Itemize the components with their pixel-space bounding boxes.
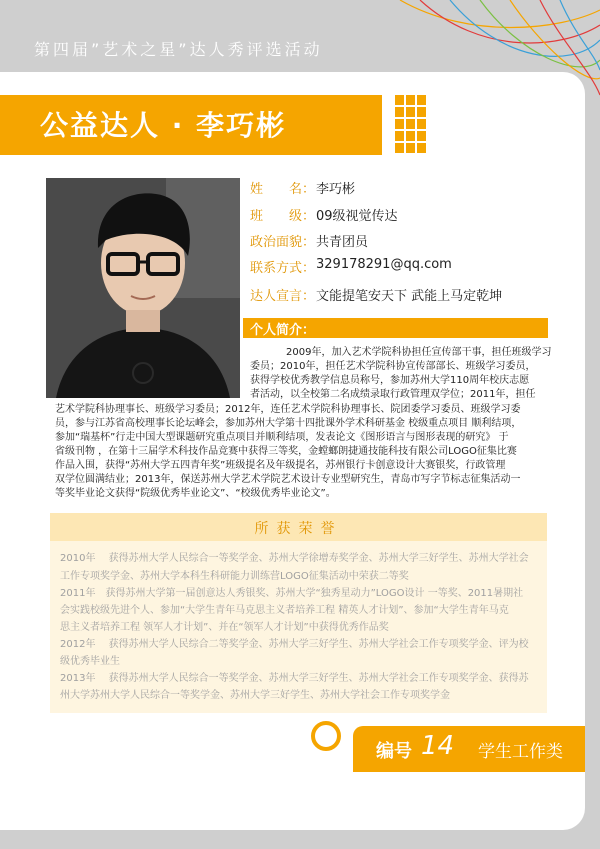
number-value: 14 xyxy=(421,731,455,761)
info-value: 共青团员 xyxy=(316,235,369,250)
bio-line: 参加“瑞基杯”行走中国大型课题研究重点项目并顺利结项，发表论文《图形语言与图形表现的研究》 于 xyxy=(55,432,509,443)
bio-line: 双学位圆满结业；2013年，保送苏州大学艺术学院艺术设计专业型研究生，青岛市写字节标志征集活动一 xyxy=(55,474,521,485)
bio-line: 者活动，以全校第二名成绩录取行政管理双学位；2011年，担任 xyxy=(250,389,536,400)
bio-line: 委员；2010年，担任艺术学院科协宣传部部长、班级学习委员， xyxy=(250,361,536,372)
info-label: 班 级： xyxy=(250,209,316,224)
award-line: 级优秀毕业生 xyxy=(60,656,120,667)
award-line: 2010年 获得苏州大学人民综合一等奖学金、苏州大学徐增寿奖学金、苏州大学三好学生、苏州大学社会 xyxy=(60,553,529,564)
award-line: 州大学苏州大学人民综合一等奖学金、苏州大学三好学生、苏州大学社会工作专项奖学金 xyxy=(60,690,450,701)
awards-title: 所获荣誉 xyxy=(254,521,343,537)
name-title: 公益达人 · 李巧彬 xyxy=(40,109,287,142)
info-value: 李巧彬 xyxy=(316,182,356,197)
bio-line: 省级刊物 ，在第十三届学术科技作品竞赛中获得三等奖，金螳螂朗捷通技能科技有限公司LOGO征集比赛 xyxy=(55,446,517,457)
bio-line: 2009年，加入艺术学院科协担任宣传部干事，担任班级学习 xyxy=(286,347,552,358)
info-value: 329178291@qq.com xyxy=(316,257,452,272)
award-line: 2012年 获得苏州大学人民综合二等奖学金、苏州大学三好学生、苏州大学社会工作专项奖学金、评为校 xyxy=(60,639,529,650)
award-line: 思主义者培养工程 领军人才计划”、并在“领军人才计划”中获得优秀作品奖 xyxy=(60,622,389,633)
award-line: 工作专项奖学金、苏州大学本科生科研能力训练营LOGO征集活动中荣获二等奖 xyxy=(60,571,409,582)
award-line: 2013年 获得苏州大学人民综合一等奖学金、苏州大学三好学生、苏州大学社会工作专项奖学金、获得苏 xyxy=(60,673,529,684)
award-line: 2011年 获得苏州大学第一届创意达人秀银奖、苏州大学“独秀星动力”LOGO设计 一等奖、2011暑期社 xyxy=(60,588,524,599)
category-label: 学生工作类 xyxy=(478,742,563,762)
bio-line: 等奖毕业论文获得“院级优秀毕业论文”、“校级优秀毕业论文”。 xyxy=(55,488,336,499)
bio-title: 个人简介： xyxy=(250,323,316,338)
info-label: 姓 名： xyxy=(250,182,316,197)
ring-icon xyxy=(311,721,341,751)
bio-line: 作品入围，获得“苏州大学五四青年奖”班级提名及年级提名，苏州银行卡创意设计大赛银奖，行政管理 xyxy=(55,460,506,471)
portrait-illustration xyxy=(46,178,240,398)
portrait-photo xyxy=(46,178,240,398)
event-title: 第四届”艺术之星”达人秀评选活动 xyxy=(34,40,323,59)
bio-line: 获得学校优秀教学信息员称号，参加苏州大学110周年校庆志愿 xyxy=(250,375,530,386)
info-label: 政治面貌： xyxy=(250,235,316,250)
award-line: 会实践校级先进个人、参加“大学生青年马克思主义者培养工程 精英人才计划”、参加“大学生青年马克 xyxy=(60,605,509,616)
grid-icon xyxy=(393,93,429,155)
info-label: 联系方式： xyxy=(250,261,316,276)
info-value: 文能提笔安天下 武能上马定乾坤 xyxy=(316,289,503,304)
bio-line: 员，参与江苏省高校理事长论坛峰会，参加苏州大学第十四批课外学术科研基金 校级重点项目 顺利结项， xyxy=(55,418,522,429)
info-value: 09级视觉传达 xyxy=(316,209,398,224)
bio-line: 艺术学院科协理事长、班级学习委员；2012年，连任艺术学院科协理事长、院团委学习委员、班级学习委 xyxy=(55,404,521,415)
info-label: 达人宣言： xyxy=(250,289,316,304)
number-label: 编号 xyxy=(376,741,412,762)
